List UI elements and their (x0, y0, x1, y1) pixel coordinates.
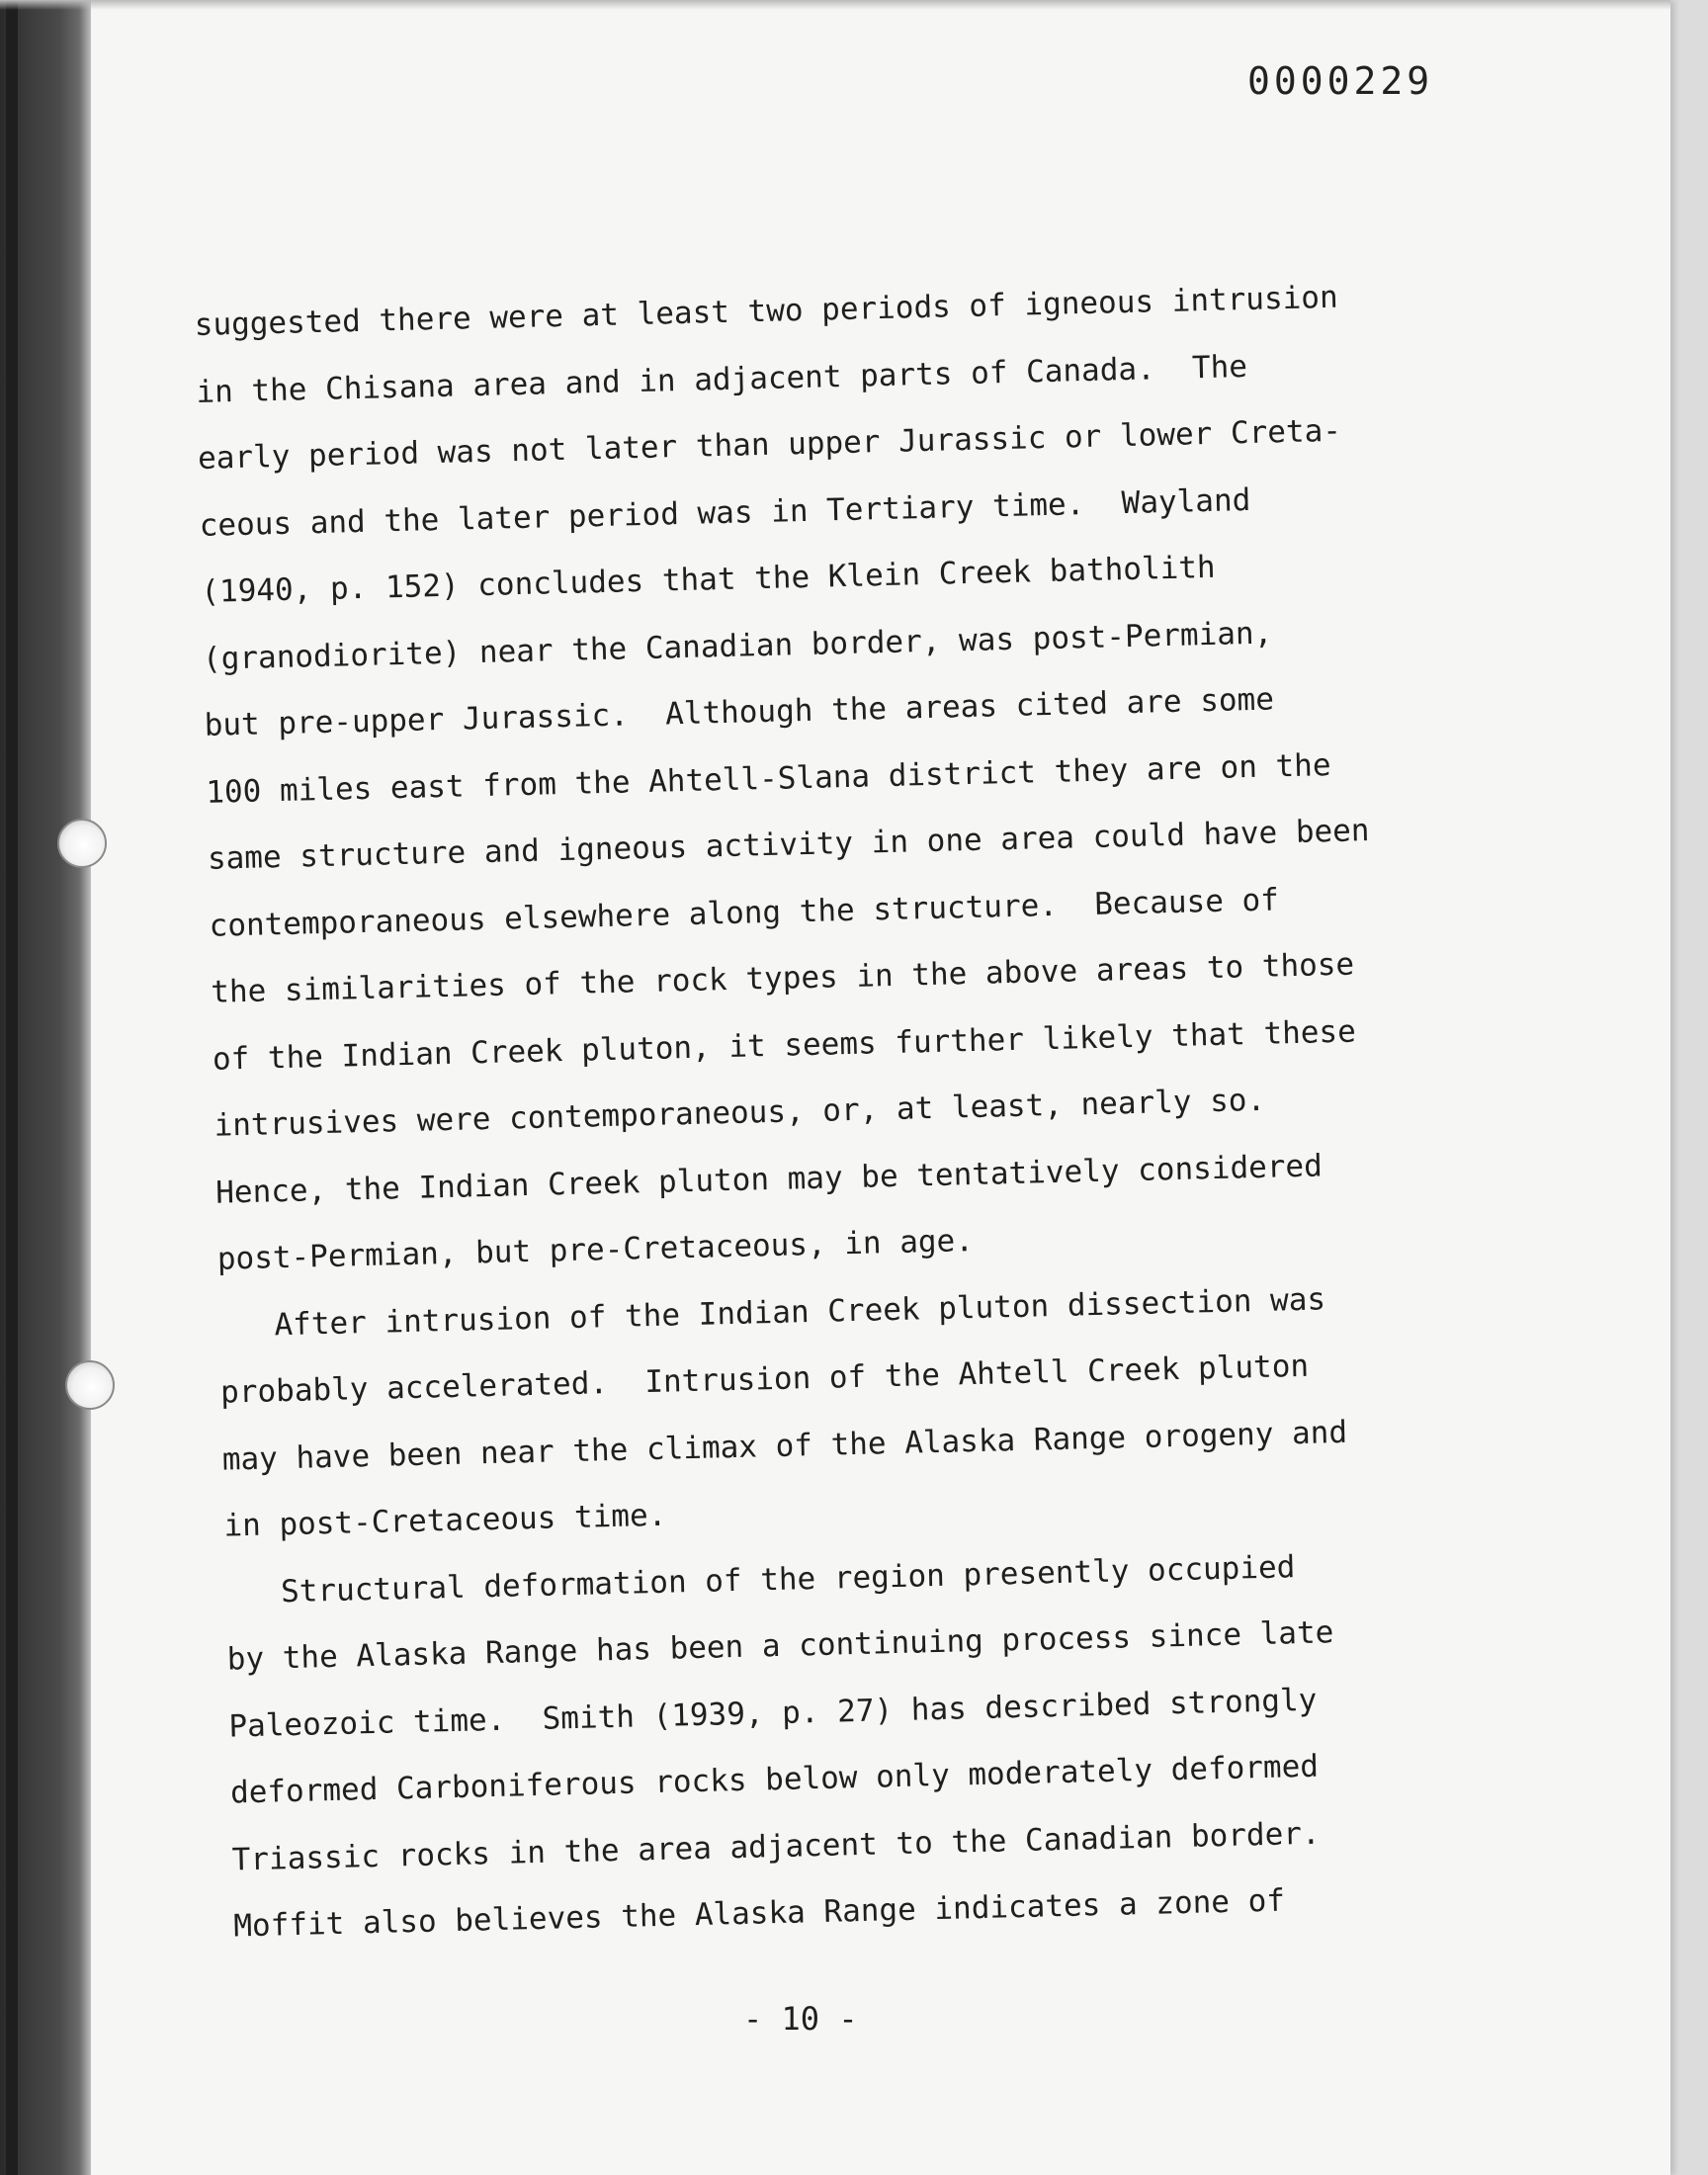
page-edge-shadow (0, 0, 1670, 10)
text-line: Moffit also believes the Alaska Range indicates a zone of (232, 1882, 1286, 1945)
text-line: contemporaneous elsewhere along the structure. Because of (209, 881, 1280, 944)
document-number: 0000229 (1247, 59, 1434, 103)
binding-strip (0, 0, 91, 2175)
text-line: probably accelerated. Intrusion of the Ahtell Creek pluton (219, 1348, 1310, 1411)
paragraph-start-line: Structural deformation of the region presently occupied (224, 1548, 1296, 1611)
text-line: may have been near the climax of the Alaska Range orogeny and (221, 1414, 1348, 1478)
text-line: (granodiorite) near the Canadian border, was post-Permian, (202, 614, 1273, 677)
text-line: in post-Cretaceous time. (223, 1497, 667, 1544)
text-line: (1940, p. 152) concludes that the Klein Creek batholith (200, 549, 1217, 610)
text-line: but pre-upper Jurassic. Although the areas cited are some (204, 681, 1275, 743)
paragraph-start-line: After intrusion of the Indian Creek pluton dissection was (218, 1280, 1326, 1345)
text-line: early period was not later than upper Jurassic or lower Creta- (197, 412, 1342, 477)
text-line: 100 miles east from the Ahtell-Slana district they are on the (205, 746, 1331, 811)
page-number: - 10 - (743, 2000, 858, 2038)
text-line: Triassic rocks in the area adjacent to the Canadian border. (231, 1815, 1322, 1878)
text-line: of the Indian Creek pluton, it seems further likely that these (212, 1013, 1357, 1078)
punch-hole (57, 819, 107, 868)
text-line: the similarities of the rock types in the above areas to those (210, 946, 1355, 1010)
text-line: same structure and igneous activity in one area could have been (207, 813, 1370, 877)
typewritten-text-body (194, 261, 1519, 1960)
punch-hole (65, 1360, 115, 1410)
text-line: intrusives were contemporaneous, or, at least, nearly so. (214, 1082, 1266, 1144)
text-line: suggested there were at least two periods of igneous intrusion (194, 279, 1339, 343)
text-line: by the Alaska Range has been a continuing process since late (226, 1614, 1334, 1678)
text-line: deformed Carboniferous rocks below only moderately deformed (229, 1748, 1320, 1811)
text-line: Paleozoic time. Smith (1939, p. 27) has described strongly (227, 1682, 1318, 1745)
text-line: in the Chisana area and in adjacent parts of Canada. The (196, 348, 1248, 410)
text-line: post-Permian, but pre-Cretaceous, in age. (216, 1223, 975, 1277)
text-line: ceous and the later period was in Tertiary time. Wayland (199, 481, 1251, 544)
text-line: Hence, the Indian Creek pluton may be tentatively considered (214, 1147, 1324, 1211)
